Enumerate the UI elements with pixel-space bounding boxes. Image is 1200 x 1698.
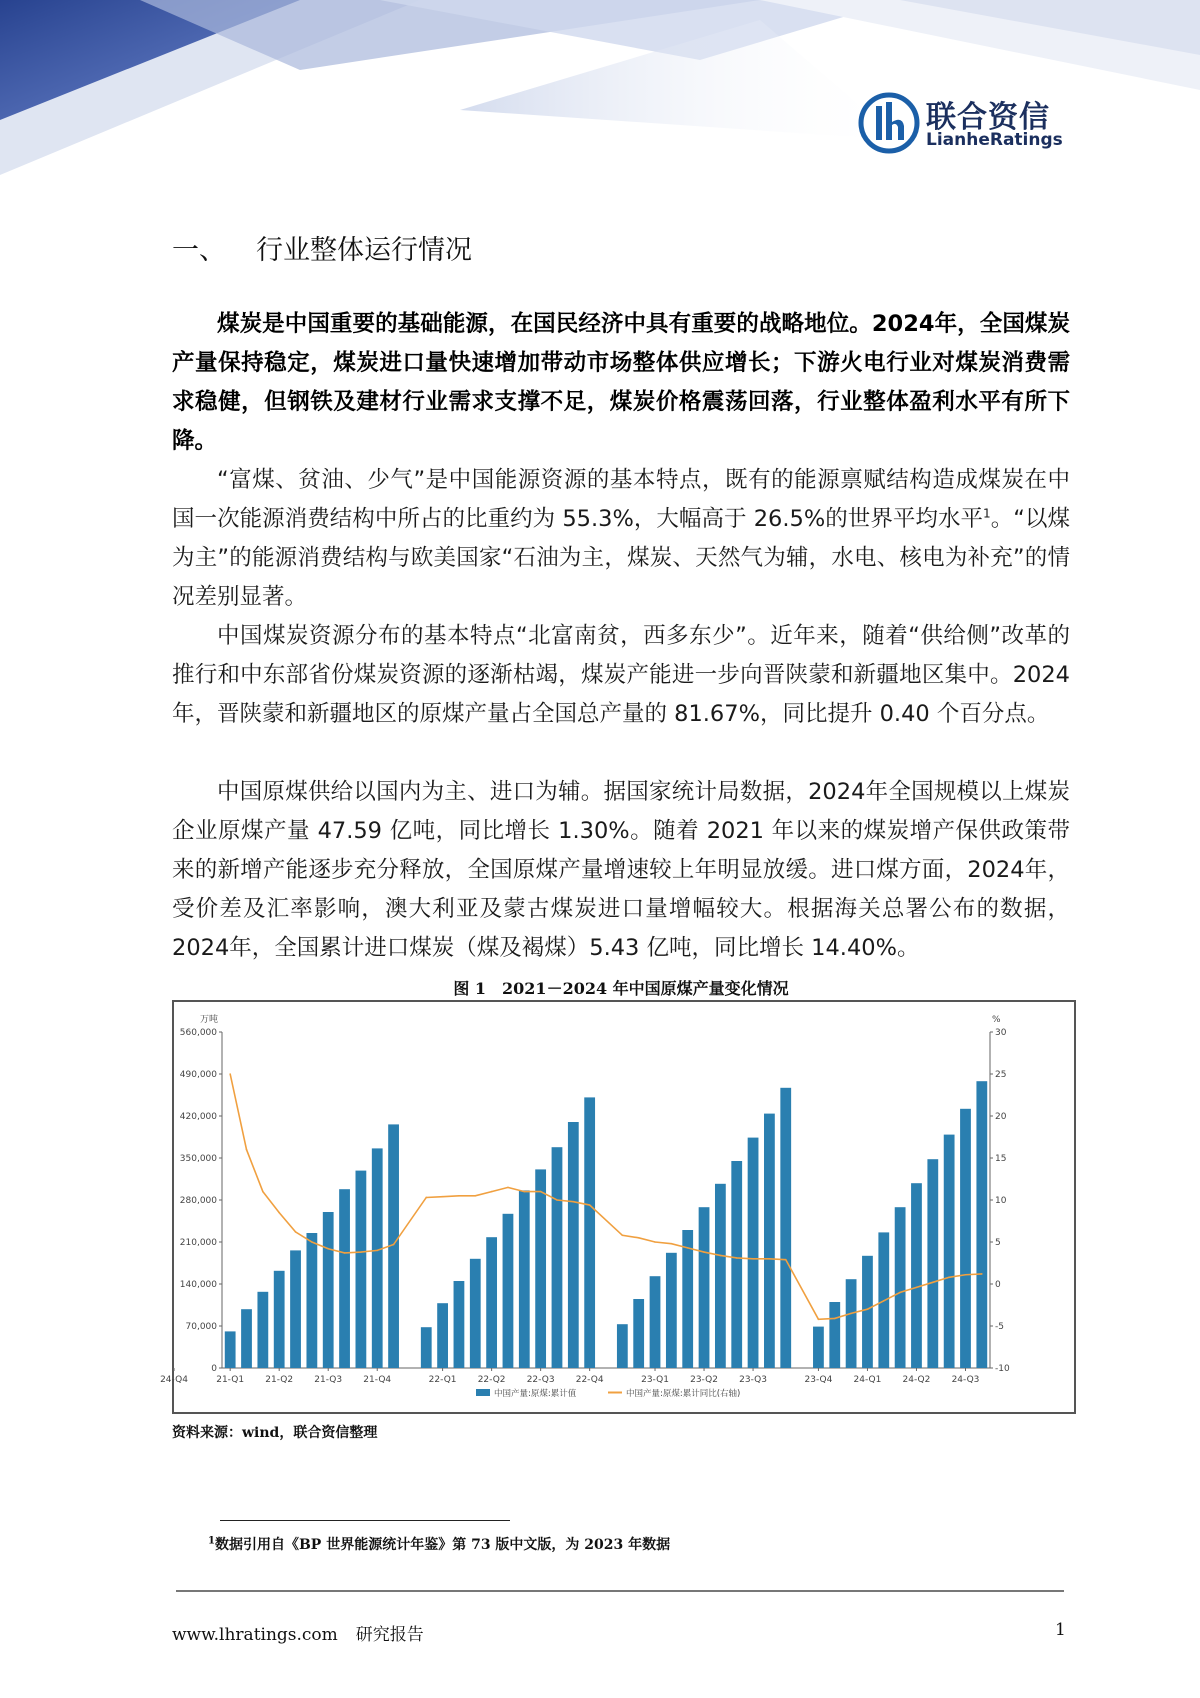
x-tick-label: 22-Q3 — [526, 1375, 555, 1385]
yoy-growth-point — [752, 1258, 754, 1260]
yoy-growth-point — [622, 1234, 624, 1236]
production-bar — [454, 1281, 465, 1368]
production-bar — [633, 1299, 644, 1368]
yoy-growth-point — [295, 1231, 297, 1233]
section-title-text: 行业整体运行情况 — [256, 235, 472, 266]
production-bar — [225, 1331, 236, 1368]
production-bar — [911, 1183, 922, 1368]
x-tick-label: 24-Q2 — [902, 1375, 931, 1385]
production-bar — [257, 1292, 268, 1368]
yoy-growth-point — [507, 1187, 509, 1189]
energy-structure-paragraph — [172, 461, 1070, 617]
yoy-growth-point — [589, 1204, 591, 1206]
footnote-text: 数据引用自《BP 世界能源统计年鉴》第 73 版中文版，为 2023 年数据 — [214, 1537, 671, 1553]
yoy-growth-point — [932, 1282, 934, 1284]
x-tick-label: 22-Q2 — [477, 1375, 506, 1385]
left-tick-label: 210,000 — [179, 1238, 217, 1248]
production-bar — [584, 1097, 595, 1368]
production-bar — [829, 1302, 840, 1368]
x-tick-label: 23-Q3 — [739, 1375, 767, 1385]
summary-paragraph: 煤炭是中国重要的基础能源，在国民经济中具有重要的战略地位。2024年，全国煤炭产量保持稳定，煤炭进口量快速增加带动市场整体供应增长；下游火电行业对煤炭消费需求稳健，但钢铁及建材行业需求支撑不足，煤炭价格震荡回落，行业整体盈利水平有所下降。 — [172, 311, 1070, 454]
left-tick-label: 140,000 — [179, 1280, 217, 1290]
x-tick-label: 24-Q3 — [951, 1375, 980, 1385]
production-bar — [437, 1303, 448, 1368]
paragraph-text: 。“以煤为主”的能源消费结构与欧美国家“石油为主，煤炭、天然气为辅，水电、核电为补充”的情况差别显著。 — [172, 506, 1070, 610]
yoy-growth-point — [948, 1276, 950, 1278]
x-tick-label: 22-Q1 — [428, 1375, 457, 1385]
production-bar — [470, 1259, 481, 1368]
x-tick-label: 24-Q1 — [853, 1375, 882, 1385]
yoy-growth-point — [311, 1241, 313, 1243]
left-tick-label: 560,000 — [179, 1028, 217, 1038]
logo-english-name: LianheRatings — [926, 130, 1063, 150]
supply-paragraph: 中国原煤供给以国内为主、进口为辅。据国家统计局数据，2024年全国规模以上煤炭企业原煤产量 47.59 亿吨，同比增长 1.30%。随着 2021 年以来的煤炭增产保供政策带来的新增产能逐步充分释放，全国原煤产量增速较上年明显放缓。进口煤方面，2024年，受价差及汇率影响，澳大利亚及蒙古煤炭进口量增幅较大。根据海关总署公布的数据，2024年，全国累计进口煤炭（煤及褐煤）5.43 亿吨，同比增长 14.40%。 — [172, 779, 1070, 961]
left-tick-label: 70,000 — [185, 1322, 217, 1332]
yoy-growth-point — [458, 1195, 460, 1197]
left-axis-unit: 万吨 — [199, 1015, 218, 1025]
yoy-growth-point — [376, 1250, 378, 1252]
x-tick-label: 22-Q4 — [575, 1375, 604, 1385]
yoy-growth-point — [229, 1073, 231, 1075]
production-bar — [862, 1256, 873, 1368]
yoy-growth-point — [360, 1251, 362, 1253]
x-tick-label: 21-Q2 — [265, 1375, 294, 1385]
left-tick-label: 420,000 — [179, 1112, 217, 1122]
left-tick-label: 280,000 — [179, 1196, 217, 1206]
yoy-growth-point — [654, 1241, 656, 1243]
right-tick-label: 15 — [995, 1154, 1007, 1164]
production-bar — [356, 1171, 367, 1368]
yoy-growth-point — [965, 1274, 967, 1276]
production-bar — [715, 1184, 726, 1368]
footnote-reference[interactable]: 1 — [983, 506, 991, 521]
right-tick-label: -5 — [995, 1322, 1004, 1332]
yoy-growth-point — [899, 1292, 901, 1294]
yoy-growth-point — [573, 1201, 575, 1203]
yoy-growth-point — [638, 1237, 640, 1239]
production-bar — [323, 1212, 334, 1368]
footnote-mark: 1 — [208, 1535, 215, 1547]
lianhe-logo-icon — [858, 92, 920, 154]
left-tick-label: 490,000 — [179, 1070, 217, 1080]
company-logo — [858, 92, 1068, 162]
yoy-growth-point — [327, 1248, 329, 1250]
footer-divider — [176, 1590, 1064, 1592]
x-tick-label: 23-Q2 — [690, 1375, 718, 1385]
yoy-growth-point — [981, 1273, 983, 1275]
yoy-growth-point — [834, 1318, 836, 1320]
yoy-growth-point — [540, 1191, 542, 1193]
production-bar — [666, 1253, 677, 1368]
right-tick-label: 0 — [995, 1280, 1001, 1290]
production-bar — [944, 1135, 955, 1368]
yoy-growth-point — [736, 1257, 738, 1259]
production-bar — [339, 1189, 350, 1368]
page-number: 1 — [1055, 1620, 1066, 1640]
footer-url-link[interactable]: www.lhratings.com — [172, 1625, 338, 1645]
yoy-growth-point — [687, 1247, 689, 1249]
right-tick-label: 30 — [995, 1028, 1007, 1038]
figure-source: 资料来源：wind，联合资信整理 — [172, 1425, 378, 1441]
yoy-growth-point — [671, 1243, 673, 1245]
production-bar — [306, 1233, 317, 1368]
left-tick-label: 350,000 — [179, 1154, 217, 1164]
paragraph-text: “富煤、贫油、少气”是中国能源资源的基本特点，既有的能源禀赋结构造成煤炭在中国一次能源消费结构中所占的比重约为 55.3%，大幅高于 26.5%的世界平均水平 — [172, 467, 1070, 532]
section-heading — [172, 228, 472, 267]
production-bar — [241, 1309, 252, 1368]
yoy-growth-point — [703, 1251, 705, 1253]
yoy-growth-point — [442, 1196, 444, 1198]
x-tick-label: 21-Q3 — [314, 1375, 343, 1385]
logo-chinese-name: 联合资信 — [926, 100, 1050, 135]
yoy-growth-point — [720, 1255, 722, 1257]
production-bar — [372, 1148, 383, 1368]
production-bar — [617, 1324, 628, 1368]
yoy-growth-point — [278, 1212, 280, 1214]
yoy-growth-point — [818, 1318, 820, 1320]
right-tick-label: 5 — [995, 1238, 1001, 1248]
right-axis-unit: % — [992, 1015, 1001, 1025]
x-tick-label: 21-Q1 — [216, 1375, 245, 1385]
yoy-growth-point — [769, 1258, 771, 1260]
production-bar — [960, 1109, 971, 1368]
production-bar — [895, 1207, 906, 1368]
production-bar — [486, 1237, 497, 1368]
x-tick-label: 24-Q4 — [160, 1375, 188, 1385]
yoy-growth-point — [785, 1259, 787, 1261]
section-number: 一、 — [172, 235, 226, 266]
footer-doc-type: 研究报告 — [355, 1625, 424, 1645]
production-bar — [976, 1081, 987, 1368]
yoy-growth-point — [556, 1199, 558, 1201]
yoy-growth-point — [883, 1300, 885, 1302]
production-bar — [568, 1122, 579, 1368]
right-tick-label: 25 — [995, 1070, 1007, 1080]
figure-caption: 图 1 2021－2024 年中国原煤产量变化情况 — [453, 979, 789, 998]
right-tick-label: 20 — [995, 1112, 1007, 1122]
production-bar — [552, 1147, 563, 1368]
yoy-growth-point — [474, 1195, 476, 1197]
production-bar — [421, 1327, 432, 1368]
yoy-growth-point — [246, 1149, 248, 1151]
yoy-growth-point — [344, 1252, 346, 1254]
footnote-divider — [220, 1520, 510, 1521]
footer-left — [172, 1620, 424, 1645]
chart-canvas — [160, 1002, 1078, 1416]
production-bar — [274, 1271, 285, 1368]
yoy-growth-point — [850, 1313, 852, 1315]
production-bar — [764, 1114, 775, 1368]
right-tick-label: 10 — [995, 1196, 1007, 1206]
production-bar — [503, 1214, 514, 1368]
coal-production-chart — [160, 1000, 1076, 1414]
yoy-growth-point — [867, 1308, 869, 1310]
production-bar — [650, 1276, 661, 1368]
legend-bar-label: 中国产量:原煤:累计值 — [494, 1389, 577, 1399]
x-tick-label: 23-Q4 — [804, 1375, 833, 1385]
yoy-growth-point — [523, 1191, 525, 1193]
yoy-growth-point — [916, 1287, 918, 1289]
production-bar — [535, 1169, 546, 1368]
production-bar — [846, 1279, 857, 1368]
x-tick-label: 21-Q4 — [363, 1375, 392, 1385]
yoy-growth-point — [393, 1244, 395, 1246]
x-tick-label: 23-Q1 — [641, 1375, 669, 1385]
production-bar — [682, 1230, 693, 1368]
production-bar — [519, 1190, 530, 1368]
resource-distribution-paragraph: 中国煤炭资源分布的基本特点“北富南贫，西多东少”。近年来，随着“供给侧”改革的推行和中东部省份煤炭资源的逐渐枯竭，煤炭产能进一步向晋陕蒙和新疆地区集中。2024年，晋陕蒙和新疆地区的原煤产量占全国总产量的 81.67%，同比提升 0.40 个百分点。 — [172, 623, 1070, 727]
left-tick-label: 0 — [211, 1364, 217, 1374]
yoy-growth-point — [491, 1191, 493, 1193]
production-bar — [927, 1159, 938, 1368]
footnote — [208, 1534, 670, 1554]
yoy-growth-point — [262, 1191, 264, 1193]
production-bar — [780, 1088, 791, 1368]
yoy-growth-point — [425, 1197, 427, 1199]
production-bar — [813, 1327, 824, 1368]
production-bar — [748, 1138, 759, 1368]
right-tick-label: -10 — [995, 1364, 1010, 1374]
production-bar — [699, 1207, 710, 1368]
production-bar — [731, 1161, 742, 1368]
production-bar — [290, 1250, 301, 1368]
legend-line-label: 中国产量:原煤:累计同比(右轴) — [626, 1389, 741, 1399]
legend-bar-swatch — [476, 1389, 490, 1396]
